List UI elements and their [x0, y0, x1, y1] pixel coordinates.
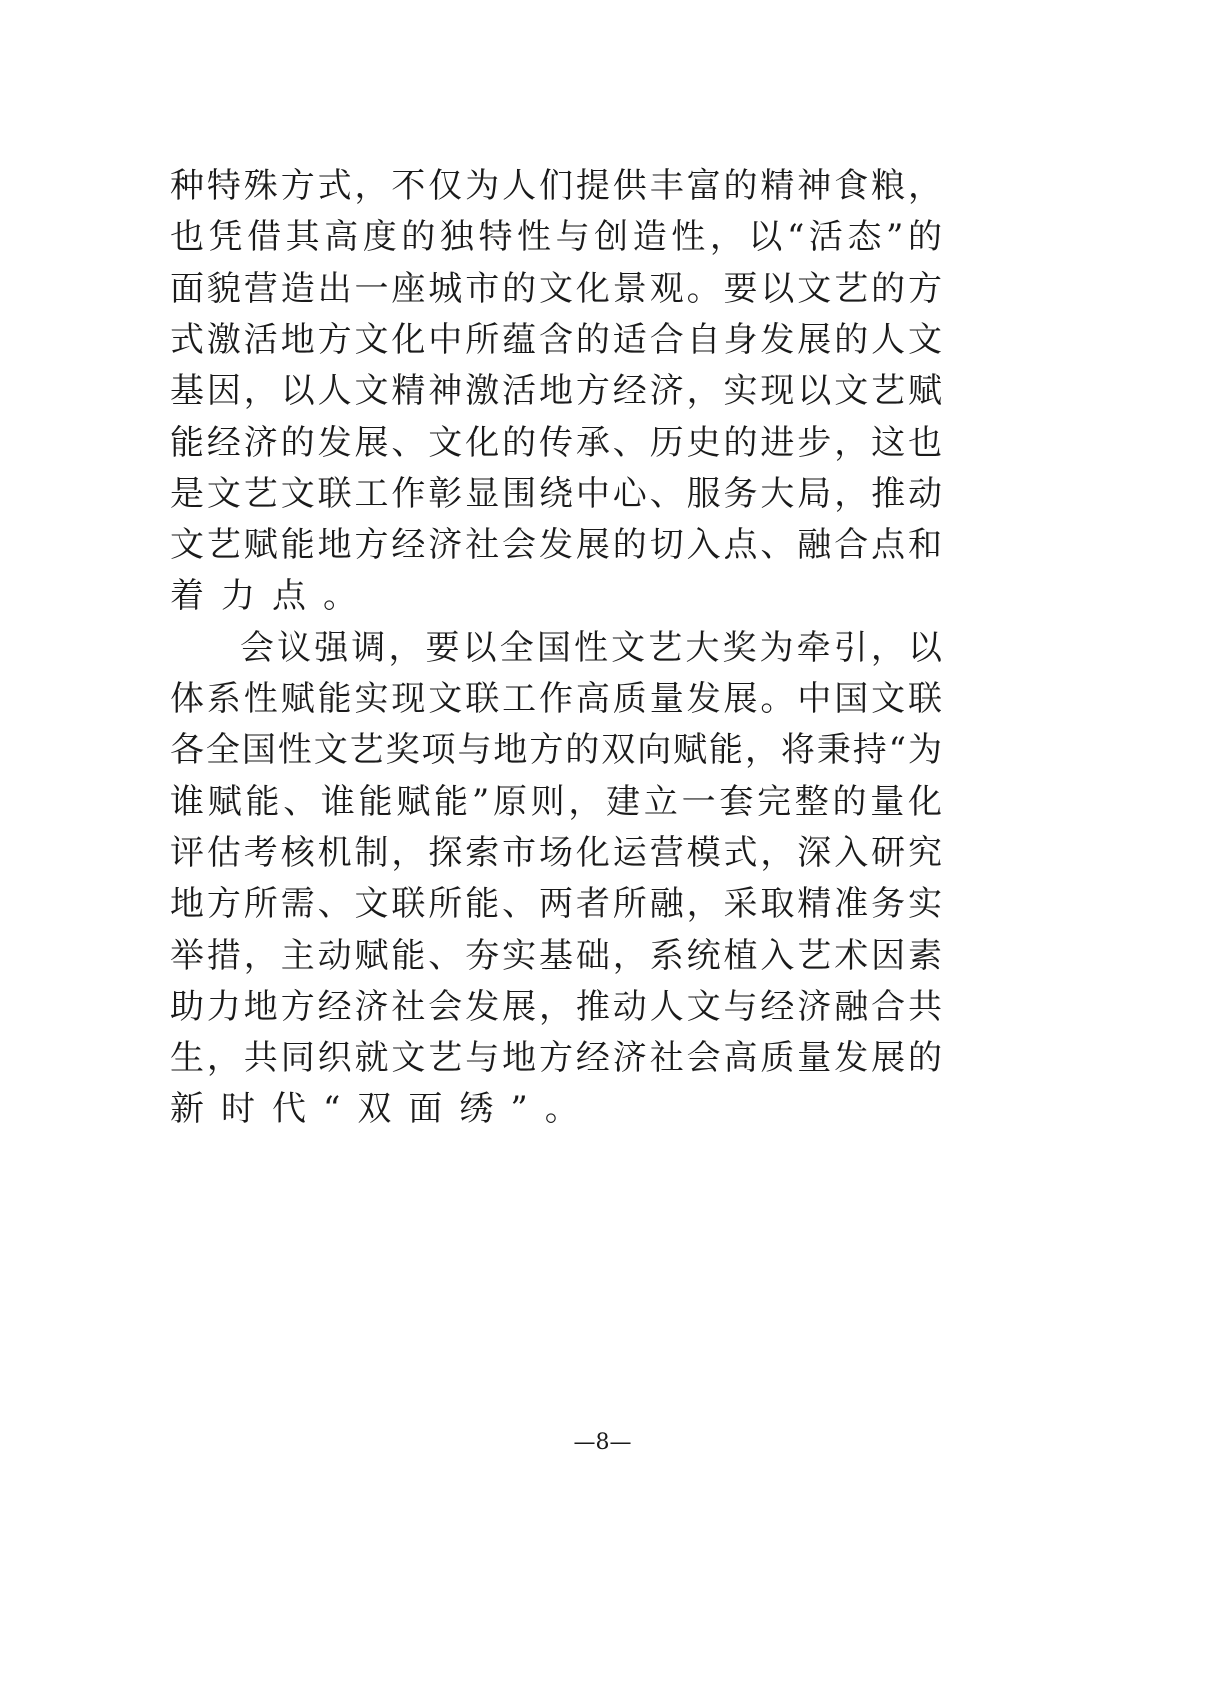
text-line: 体系性赋能实现文联工作高质量发展。中国文联 — [170, 679, 942, 719]
text-line: 也凭借其高度的独特性与创造性，以“活态”的 — [170, 217, 942, 258]
text-line: 是文艺文联工作彰显围绕中心、服务大局，推动 — [170, 473, 942, 514]
text-line: 能经济的发展、文化的传承、历史的进步，这也 — [170, 422, 942, 463]
text-line: 文艺赋能地方经济社会发展的切入点、融合点和 — [170, 525, 942, 566]
text-line: 种特殊方式，不仅为人们提供丰富的精神食粮， — [170, 166, 942, 206]
text-line: 地方所需、文联所能、两者所融，采取精准务实 — [170, 884, 942, 925]
text-line: 谁赋能、谁能赋能”原则，建立一套完整的量化 — [170, 781, 942, 822]
page-number: —8— — [573, 1430, 632, 1455]
text-line: 面貌营造出一座城市的文化景观。要以文艺的方 — [170, 268, 942, 309]
text-line: 助力地方经济社会发展，推动人文与经济融合共 — [170, 986, 942, 1027]
text-line: 新时代“双面绣”。 — [170, 1089, 596, 1130]
text-line: 评估考核机制，探索市场化运营模式，深入研究 — [170, 832, 942, 873]
text-line: 生，共同织就文艺与地方经济社会高质量发展的 — [170, 1038, 942, 1079]
text-line: 会议强调，要以全国性文艺大奖为牵引，以 — [240, 627, 942, 668]
text-line: 着力点。 — [170, 576, 374, 617]
text-line: 基因，以人文精神激活地方经济，实现以文艺赋 — [170, 371, 942, 412]
text-line: 举措，主动赋能、夯实基础，系统植入艺术因素 — [170, 935, 942, 976]
text-line: 式激活地方文化中所蕴含的适合自身发展的人文 — [170, 319, 942, 360]
text-line: 各全国性文艺奖项与地方的双向赋能，将秉持“为 — [170, 730, 942, 771]
